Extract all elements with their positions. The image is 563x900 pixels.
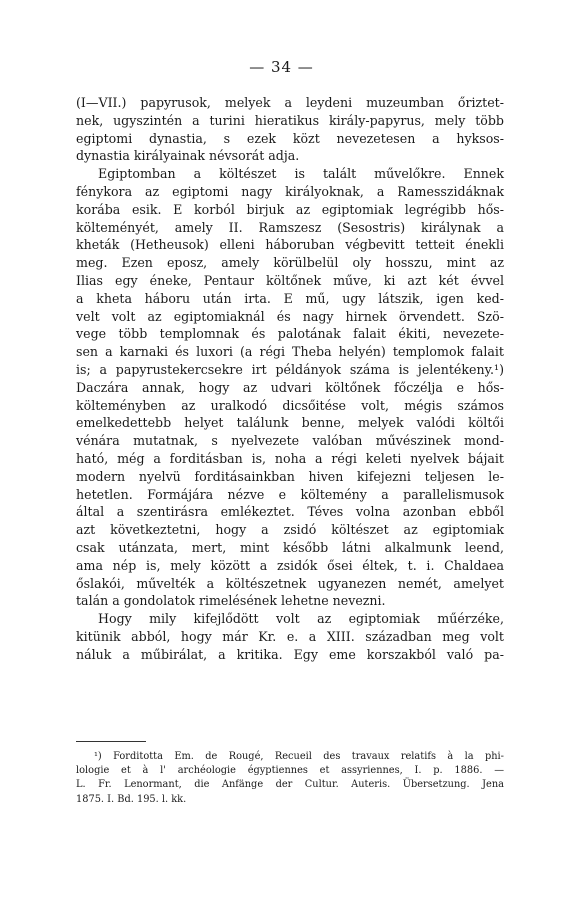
text-line: őslakói, művelték a költészetnek ugyanezen nemét, amelyet [76, 575, 504, 591]
text-line: sen a karnaki és luxori (a régi Theba helyén) templomok falait [76, 344, 504, 360]
footnote-line: ¹) Forditotta Em. de Rougé, Recueil des travaux relatifs à la phi- [94, 751, 504, 762]
text-line: ható, még a forditásban is, noha a régi keleti nyelvek bájait [76, 450, 504, 466]
text-line: nek, ugyszintén a turini hieratikus király-papyrus, mely több [76, 112, 504, 128]
page-number: — 34 — [249, 58, 314, 76]
text-line: modern nyelvü forditásainkban hiven kifejezni teljesen le- [76, 468, 504, 484]
text-line: csak utánzata, mert, mint később látni alkalmunk leend, [76, 539, 504, 555]
text-line: vénára mutatnak, s nyelvezete valóban művészinek mond- [76, 433, 504, 449]
text-line: hetetlen. Formájára nézve e költemény a parallelismusok [76, 486, 504, 502]
text-line: Hogy mily kifejlődött volt az egiptomiak műérzéke, [98, 611, 504, 627]
footnote-line: L. Fr. Lenormant, die Anfänge der Cultur. Auteris. Übersetzung. Jena [76, 779, 504, 791]
text-line: költeményét, amely II. Ramszesz (Sesostris) királynak a [76, 219, 504, 235]
text-line: Egiptomban a költészet is talált művelőkre. Ennek [98, 166, 504, 182]
text-line: is; a papyrustekercsekre irt példányok száma is jelentékeny.¹) [76, 361, 504, 377]
text-line: dynastia királyainak névsorát adja. [76, 148, 300, 164]
text-line: náluk a műbirálat, a kritika. Egy eme korszakból való pa- [76, 646, 504, 662]
text-line: meg. Ezen eposz, amely körülbelül oly hosszu, mint az [76, 255, 504, 271]
text-line: kitünik abból, hogy már Kr. e. a XIII. században meg volt [76, 628, 504, 644]
footnote-line: 1875. I. Bd. 195. l. kk. [76, 793, 187, 805]
text-line: a kheta háboru után irta. E mű, ugy látszik, igen ked- [76, 290, 504, 306]
text-line: kheták (Hetheusok) elleni háboruban végbevitt tetteit énekli [76, 237, 504, 253]
text-line: vege több templomnak és palotának falait ékiti, nevezete- [76, 326, 504, 342]
footnote [76, 750, 504, 807]
footnote-line: lologie et à l' archéologie égyptiennes et assyriennes, I. p. 1886. — [76, 765, 504, 777]
text-line: Ilias egy éneke, Pentaur költőnek műve, ki azt két évvel [76, 272, 504, 288]
text-line: egiptomi dynastia, s ezek közt nevezetesen a hyksos- [76, 130, 504, 146]
footnote-divider [76, 741, 146, 742]
body-text [76, 94, 504, 664]
text-line: (I—VII.) papyrusok, melyek a leydeni muzeumban őriztet- [76, 95, 504, 110]
text-line: talán a gondolatok rimelésének lehetne nevezni. [76, 593, 386, 609]
text-line: Daczára annak, hogy az udvari költőnek főczélja e hős- [76, 379, 504, 395]
text-line: korába esik. E korból birjuk az egiptomiak legrégibb hős- [76, 201, 504, 217]
text-line: fénykora az egiptomi nagy királyoknak, a Ramesszidáknak [76, 183, 504, 199]
text-line: ama nép is, mely között a zsidók ősei éltek, t. i. Chaldaea [76, 557, 504, 573]
text-line: költeményben az uralkodó dicsőitése volt, mégis számos [76, 397, 504, 413]
text-line: által a szentirásra emlékeztet. Téves volna azonban ebből [76, 504, 504, 520]
text-line: velt volt az egiptomiaknál és nagy hirnek örvendett. Szö- [76, 308, 504, 324]
text-line: emelkedettebb helyet találunk benne, melyek valódi költői [76, 415, 504, 431]
text-line: azt következtetni, hogy a zsidó költészet az egiptomiak [76, 522, 504, 538]
